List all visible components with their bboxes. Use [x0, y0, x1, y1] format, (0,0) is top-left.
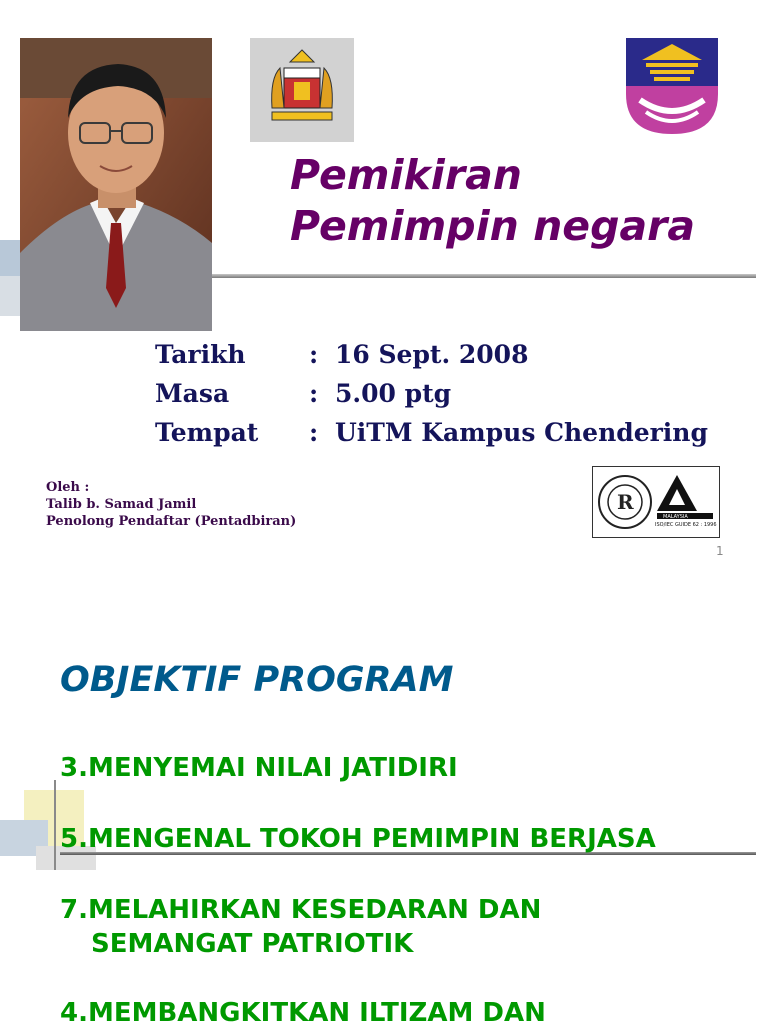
- objective-text: MENYEMAI NILAI JATIDIRI: [87, 753, 458, 783]
- info-separator: :: [309, 340, 319, 369]
- info-value: 16 Sept. 2008: [335, 340, 529, 369]
- presenter-block: [46, 479, 296, 530]
- objectives-heading: OBJEKTIF PROGRAM: [60, 660, 454, 700]
- info-label: Tarikh: [155, 340, 246, 369]
- slide-objectives: [0, 570, 768, 1028]
- decorative-square: [0, 276, 20, 316]
- objective-text: MEMBANGKITKAN ILTIZAM DAN: [87, 998, 546, 1028]
- title-divider: [212, 274, 756, 278]
- presenter-position: Penolong Pendaftar (Pentadbiran): [46, 514, 297, 529]
- decorative-square: [0, 240, 20, 276]
- objective-item: [60, 893, 541, 961]
- iso-guide-text: ISO/IEC GUIDE 62 : 1996: [655, 522, 717, 528]
- certification-logos: [592, 466, 720, 538]
- uitm-logo-icon: [626, 38, 718, 134]
- objective-number: 3.: [60, 753, 88, 783]
- info-separator: :: [309, 379, 319, 408]
- objective-number: 5.: [60, 824, 88, 854]
- objective-text-continuation: SEMANGAT PATRIOTIK: [91, 929, 414, 959]
- info-label: Tempat: [155, 418, 259, 447]
- malaysia-text: MALAYSIA: [663, 514, 688, 520]
- presenter-name: Talib b. Samad Jamil: [46, 497, 197, 512]
- leader-portrait-photo: [20, 38, 212, 331]
- title-line-2: Pemimpin negara: [290, 202, 696, 250]
- slide-title-text: [290, 150, 750, 252]
- svg-text:R: R: [617, 490, 634, 514]
- objective-text: MENGENAL TOKOH PEMIMPIN BERJASA: [87, 824, 656, 854]
- national-crest-icon: [250, 38, 354, 142]
- info-label: Masa: [155, 379, 230, 408]
- objective-item: [60, 996, 546, 1030]
- objective-number: 4.: [60, 998, 88, 1028]
- quality-assurance-seal-icon: [599, 476, 651, 528]
- presenter-by-label: Oleh :: [46, 480, 90, 495]
- objective-item: [60, 822, 656, 856]
- objective-text: MELAHIRKAN KESEDARAN DAN: [87, 895, 542, 925]
- standards-malaysia-icon: [657, 475, 713, 519]
- page-number: 1: [716, 544, 724, 558]
- info-value: 5.00 ptg: [335, 379, 452, 408]
- title-line-1: Pemikiran: [290, 151, 522, 199]
- info-value: UiTM Kampus Chendering: [335, 418, 708, 447]
- decorative-line: [54, 780, 56, 870]
- info-separator: :: [309, 418, 319, 447]
- objective-number: 7.: [60, 895, 88, 925]
- objective-item: [60, 751, 458, 785]
